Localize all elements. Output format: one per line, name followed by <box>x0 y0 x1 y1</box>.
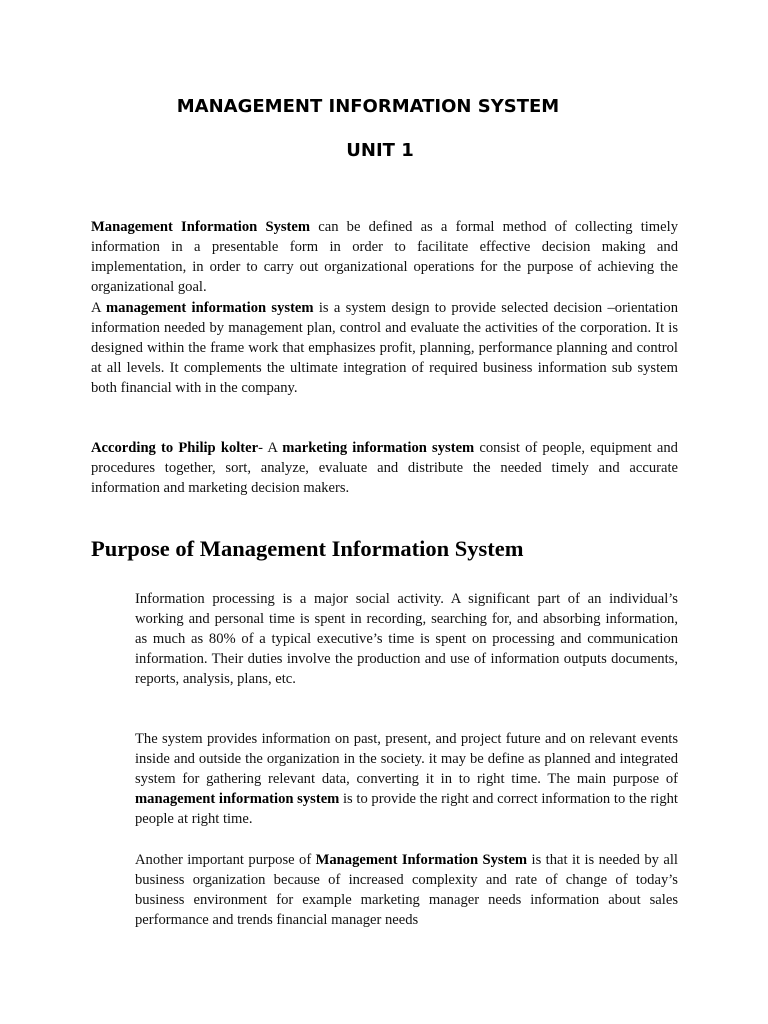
bold-attribution: According to Philip kolter <box>91 440 259 456</box>
paragraph-lead: A <box>91 300 107 316</box>
purpose-paragraph-processing <box>135 589 678 689</box>
paragraph-text: Another important purpose of <box>135 852 316 868</box>
purpose-paragraph-importance <box>135 850 678 930</box>
paragraph-text-end: is to provide the right and correct information to the right people at right time. <box>135 791 678 828</box>
unit-heading: UNIT 1 <box>346 140 414 161</box>
paragraph-text-end: is that it is needed by all business organization because of increased complexity and rate of change of today’s business environment for example marketing manager needs information about sales performance and trends financial manager needs <box>135 852 678 929</box>
paragraph-text: consist of people, equipment and procedures together, sort, analyze, evaluate and distribute the needed timely and accurate information and marketing decision makers. <box>91 440 678 497</box>
bold-term: management information system <box>106 300 314 316</box>
paragraph-joiner: - A <box>258 440 283 456</box>
intro-paragraph-design <box>91 298 678 398</box>
section-heading-purpose: Purpose of Management Information System <box>91 536 524 561</box>
paragraph-text: can be defined as a formal method of collecting timely information in a presentable form in order to facilitate effective decision making and implementation, in order to carry out organizational operations for the purpose of achieving the organizational goal. <box>91 219 678 296</box>
intro-paragraph-kotler <box>91 438 678 498</box>
intro-paragraph-definition <box>91 217 678 297</box>
paragraph-text: The system provides information on past, present, and project future and on relevant events inside and outside the organization in the society. it may be define as planned and integrated system for gathering relevant data, converting it in to right time. The main purpose of <box>135 731 678 788</box>
bold-term: marketing information system <box>282 440 475 456</box>
document-title: MANAGEMENT INFORMATION SYSTEM <box>176 96 560 117</box>
bold-term: Management Information System <box>91 219 311 235</box>
bold-term: management information system <box>135 791 340 808</box>
paragraph-text: is a system design to provide selected decision –orientation information needed by management plan, control and evaluate the activities of the corporation. It is designed within the frame work that emphasizes profit, planning, performance planning and control at all levels. It complements the ultimate integration of required business information sub system both financial with in the company. <box>91 300 678 397</box>
purpose-paragraph-system <box>135 729 678 829</box>
bold-term: Management Information System <box>315 852 528 868</box>
paragraph-text: Information processing is a major social activity. A significant part of an individual’s working and personal time is spent in recording, searching for, and absorbing information, as much as 80% of a typical executive’s time is spent on processing and communication information. Their duties involve the production and use of information outputs documents, reports, analysis, plans, etc. <box>135 591 678 688</box>
